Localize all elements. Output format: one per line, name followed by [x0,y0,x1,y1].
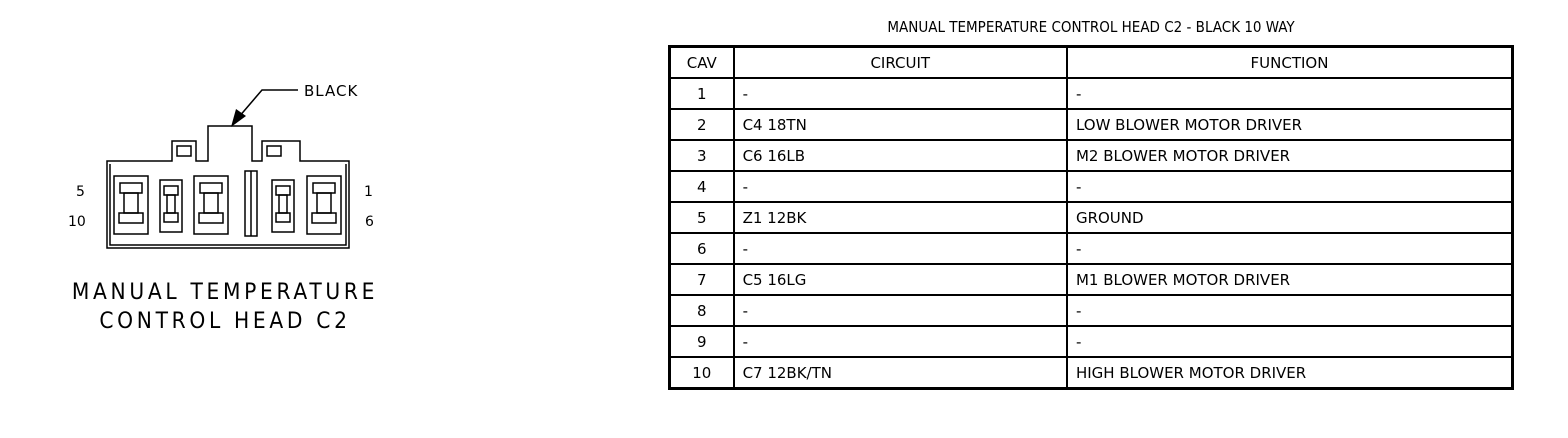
pinout-table [668,45,1514,390]
table-row [670,202,1513,233]
connector-diagram [60,75,390,260]
function-cell: - [1067,78,1513,109]
cav-cell: 4 [670,171,734,202]
cav-cell: 3 [670,140,734,171]
cavity-label-1: 1 [364,184,373,200]
circuit-cell: C7 12BK/TN [734,357,1067,389]
cavity-label-6: 6 [365,214,374,230]
circuit-cell: - [734,295,1067,326]
function-cell: M1 BLOWER MOTOR DRIVER [1067,264,1513,295]
cav-cell: 2 [670,109,734,140]
function-cell: M2 BLOWER MOTOR DRIVER [1067,140,1513,171]
function-cell: LOW BLOWER MOTOR DRIVER [1067,109,1513,140]
terminal-cavity [194,176,228,234]
table-title: MANUAL TEMPERATURE CONTROL HEAD C2 - BLACK 10 WAY [887,18,1295,36]
header-function: FUNCTION [1067,47,1513,79]
cavity-label-10: 10 [68,214,86,230]
circuit-cell: C5 16LG [734,264,1067,295]
function-cell: GROUND [1067,202,1513,233]
cav-cell: 5 [670,202,734,233]
function-cell: - [1067,233,1513,264]
function-cell: - [1067,295,1513,326]
header-circuit: CIRCUIT [734,47,1067,79]
table-row [670,109,1513,140]
terminal-cavity [272,180,294,232]
function-cell: HIGH BLOWER MOTOR DRIVER [1067,357,1513,389]
circuit-cell: - [734,171,1067,202]
connector-caption-line1: MANUAL TEMPERATURE [71,280,379,305]
table-row [670,171,1513,202]
cav-cell: 8 [670,295,734,326]
cav-cell: 7 [670,264,734,295]
connector-caption [55,278,395,336]
table-row [670,326,1513,357]
table-row [670,233,1513,264]
table-row [670,295,1513,326]
table-header-row [670,47,1513,79]
circuit-cell: - [734,233,1067,264]
function-cell: - [1067,326,1513,357]
circuit-cell: - [734,326,1067,357]
terminal-cavity [307,176,341,234]
lock-tab-left [177,146,191,156]
cav-cell: 9 [670,326,734,357]
terminal-cavity [160,180,182,232]
cav-cell: 1 [670,78,734,109]
function-cell: - [1067,171,1513,202]
leader-line [238,90,298,118]
terminal-cavity [114,176,148,234]
circuit-cell: - [734,78,1067,109]
cavity-label-5: 5 [76,184,85,200]
circuit-cell: C6 16LB [734,140,1067,171]
lock-tab-right [267,146,281,156]
connector-caption-line2: CONTROL HEAD C2 [99,309,351,334]
header-cav: CAV [670,47,734,79]
table-row [670,78,1513,109]
cav-cell: 10 [670,357,734,389]
table-row [670,357,1513,389]
table-row [670,140,1513,171]
cav-cell: 6 [670,233,734,264]
wire-color-label: BLACK [304,82,359,100]
table-row [670,264,1513,295]
circuit-cell: Z1 12BK [734,202,1067,233]
circuit-cell: C4 18TN [734,109,1067,140]
